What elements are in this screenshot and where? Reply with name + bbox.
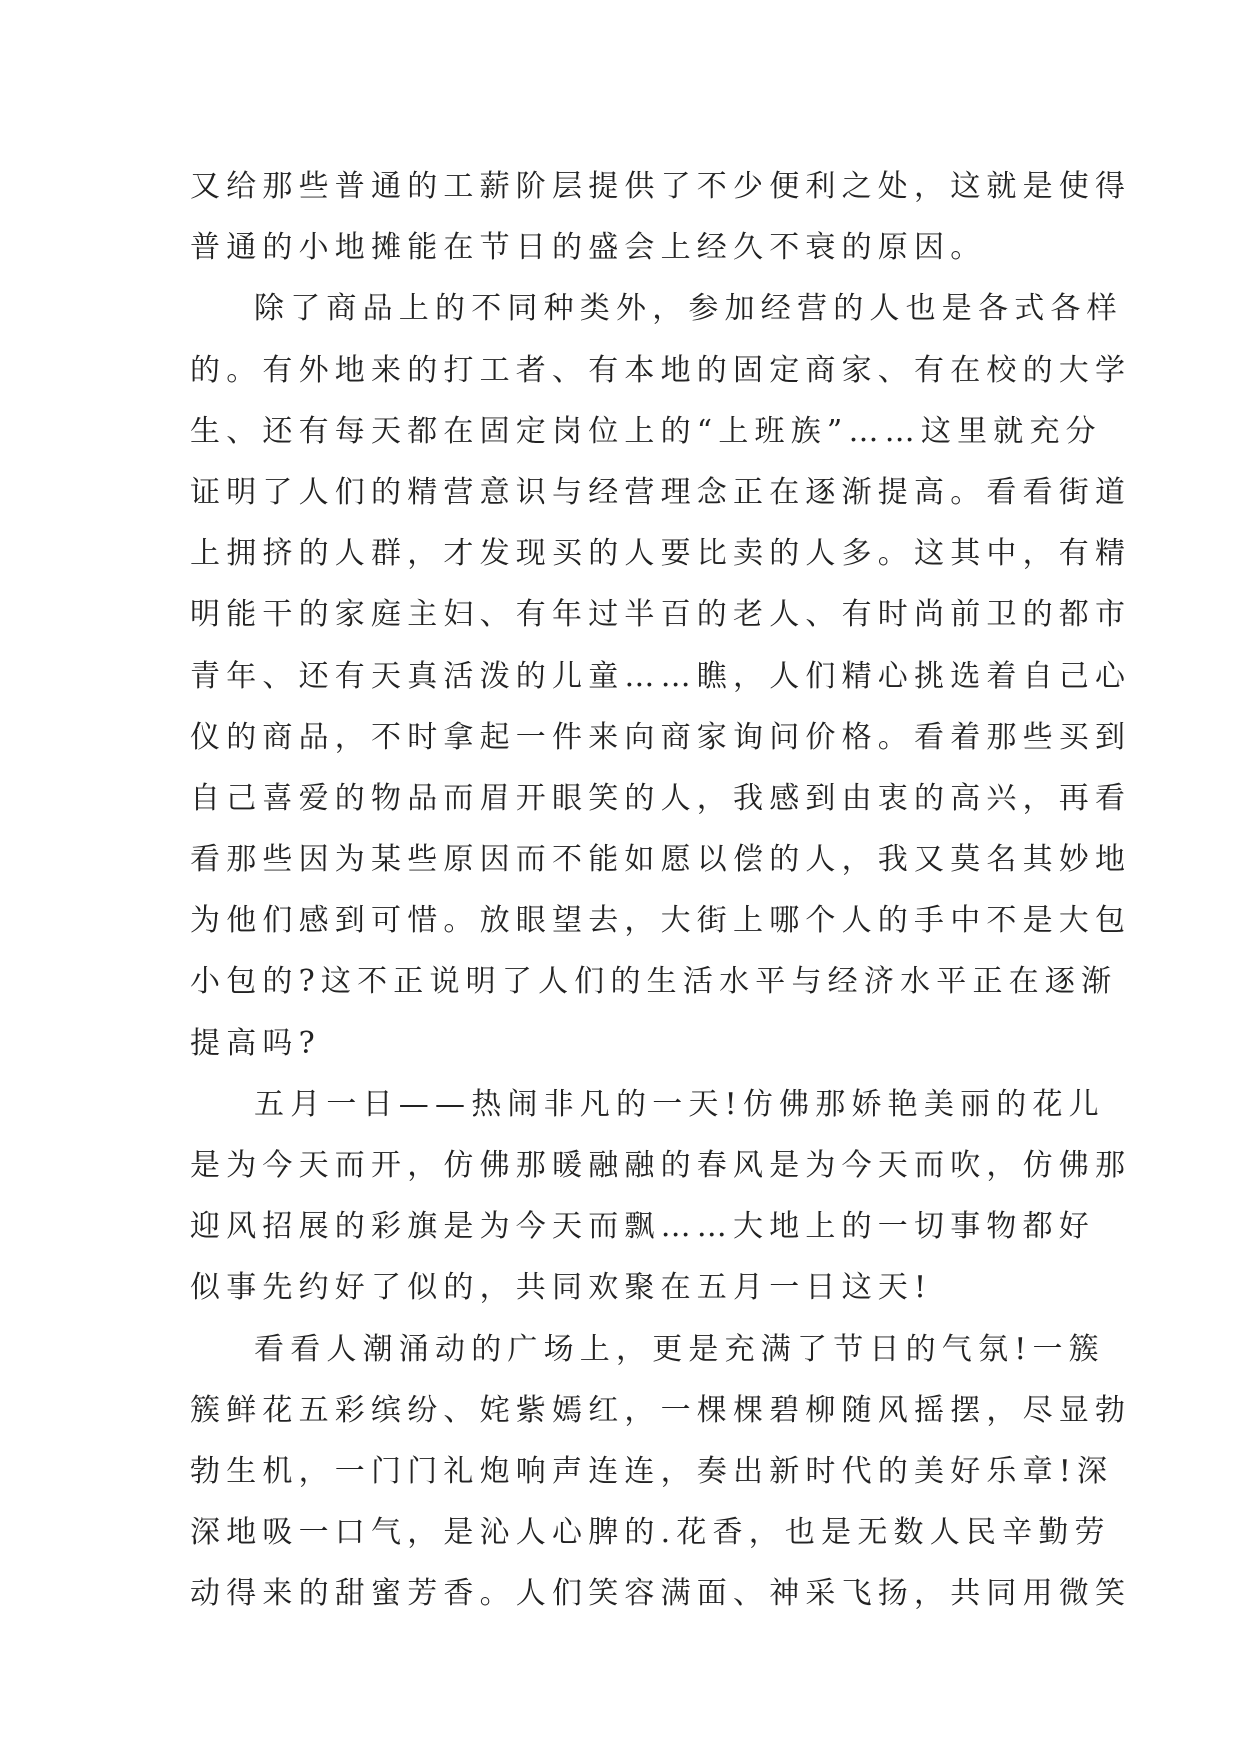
text-line: 似事先约好了似的，共同欢聚在五月一日这天!: [190, 1270, 933, 1306]
text-line: 深地吸一口气，是沁人心脾的.花香，也是无数人民辛勤劳: [190, 1515, 1111, 1551]
body-text: [190, 156, 1132, 1625]
text-line: 普通的小地摊能在节日的盛会上经久不衰的原因。: [190, 230, 987, 266]
text-line: 的。有外地来的打工者、有本地的固定商家、有在校的大学: [190, 352, 1132, 388]
text-line: 看那些因为某些原因而不能如愿以偿的人，我又莫名其妙地: [190, 842, 1132, 878]
text-line: 仪的商品，不时拿起一件来向商家询问价格。看着那些买到: [190, 719, 1132, 755]
text-line: 生、还有每天都在固定岗位上的“上班族”……这里就充分: [190, 413, 1102, 449]
text-line: 勃生机，一门门礼炮响声连连，奏出新时代的美好乐章!深: [190, 1453, 1114, 1489]
text-line: 小包的?这不正说明了人们的生活水平与经济水平正在逐渐: [190, 964, 1118, 1000]
text-line: 是为今天而开，仿佛那暖融融的春风是为今天而吹，仿佛那: [190, 1148, 1132, 1183]
text-line: 青年、还有天真活泼的儿童……瞧，人们精心挑选着自己心: [190, 658, 1132, 694]
text-line: 上拥挤的人群，才发现买的人要比卖的人多。这其中，有精: [190, 536, 1132, 572]
text-line: 又给那些普通的工薪阶层提供了不少便利之处，这就是使得: [190, 169, 1132, 204]
text-line: 明能干的家庭主妇、有年过半百的老人、有时尚前卫的都市: [190, 597, 1132, 633]
paragraph-start-line: 五月一日——热闹非凡的一天!仿佛那娇艳美丽的花儿: [254, 1086, 1105, 1122]
paragraph-start-line: 除了商品上的不同种类外，参加经营的人也是各式各样: [254, 291, 1123, 327]
text-line: 提高吗?: [190, 1025, 321, 1061]
text-line: 自己喜爱的物品而眉开眼笑的人，我感到由衷的高兴，再看: [190, 780, 1132, 816]
paragraph-start-line: 看看人潮涌动的广场上，更是充满了节日的气氛!一簇: [254, 1331, 1105, 1367]
text-line: 为他们感到可惜。放眼望去，大街上哪个人的手中不是大包: [190, 903, 1132, 939]
text-line: 迎风招展的彩旗是为今天而飘……大地上的一切事物都好: [190, 1209, 1095, 1245]
text-line: 证明了人们的精营意识与经营理念正在逐渐提高。看看街道: [190, 474, 1132, 510]
text-line: 动得来的甜蜜芳香。人们笑容满面、神采飞扬，共同用微笑: [190, 1576, 1132, 1612]
text-line: 簇鲜花五彩缤纷、姹紫嫣红，一棵棵碧柳随风摇摆，尽显勃: [190, 1392, 1132, 1428]
